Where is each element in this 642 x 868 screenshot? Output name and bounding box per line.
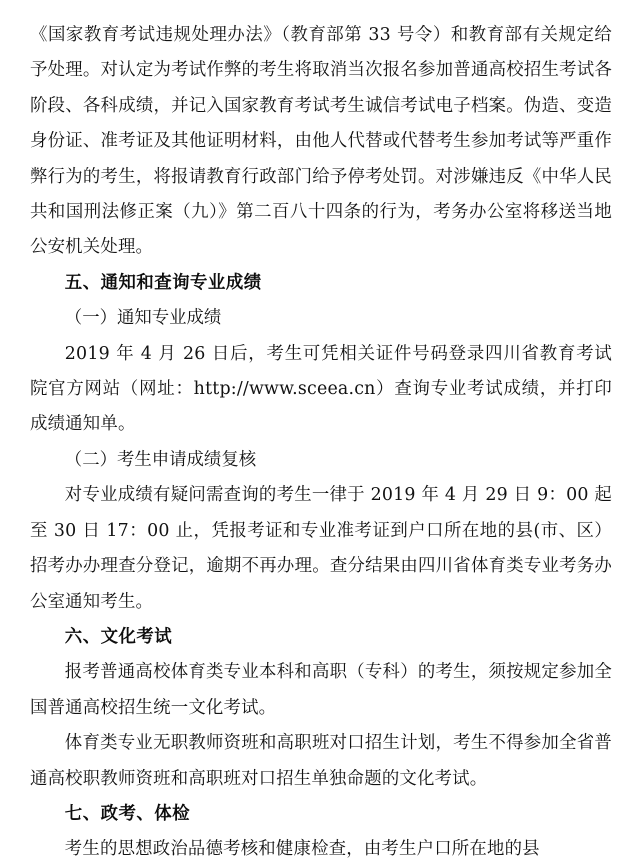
paragraph-intro: 《国家教育考试违规处理办法》（教育部第 33 号令）和教育部有关规定给予处理。对认定为考试作弊的考生将取消当次报名参加普通高校招生考试各阶段、各科成绩，并记入国家教育考试考生诚信考试电子档案。伪造、变造身份证、准考证及其他证明材料，由他人代替或代替考生参加考试等严重作弊行为的考生，将报请教育行政部门给予停考处罚。对涉嫌违反《中华人民共和国刑法修正案（九）》第二百八十四条的行为，考务办公室将移送当地公安机关处理。 bbox=[30, 25, 612, 258]
heading-section-five: 五、通知和查询专业成绩 bbox=[64, 272, 262, 293]
heading-section-seven: 七、政考、体检 bbox=[64, 803, 191, 824]
paragraph-six-two: 体育类专业无职教师资班和高职班对口招生计划，考生不得参加全省普通高校职教师资班和高职班对口招生单独命题的文化考试。 bbox=[30, 733, 612, 789]
paragraph-five-one: 2019 年 4 月 26 日后，考生可凭相关证件号码登录四川省教育考试院官方网站（网址：http://www.sceea.cn）查询专业考试成绩，并打印成绩通知单。 bbox=[30, 343, 612, 435]
paragraph-seven-one: 考生的思想政治品德考核和健康检查，由考生户口所在地的县 bbox=[64, 839, 540, 860]
heading-section-six: 六、文化考试 bbox=[64, 626, 173, 647]
paragraph-five-two: 对专业成绩有疑问需查询的考生一律于 2019 年 4 月 29 日 9：00 起至 30 日 17：00 止，凭报考证和专业准考证到户口所在地的县(市、区）招考办办理查分登记，逾期不再办理。查分结果由四川省体育类专业考务办公室通知考生。 bbox=[30, 485, 612, 612]
subheading-five-one: （一）通知专业成绩 bbox=[64, 308, 222, 329]
subheading-five-two: （二）考生申请成绩复核 bbox=[64, 449, 257, 470]
paragraph-six-one: 报考普通高校体育类专业本科和高职（专科）的考生，须按规定参加全国普通高校招生统一文化考试。 bbox=[30, 662, 612, 718]
